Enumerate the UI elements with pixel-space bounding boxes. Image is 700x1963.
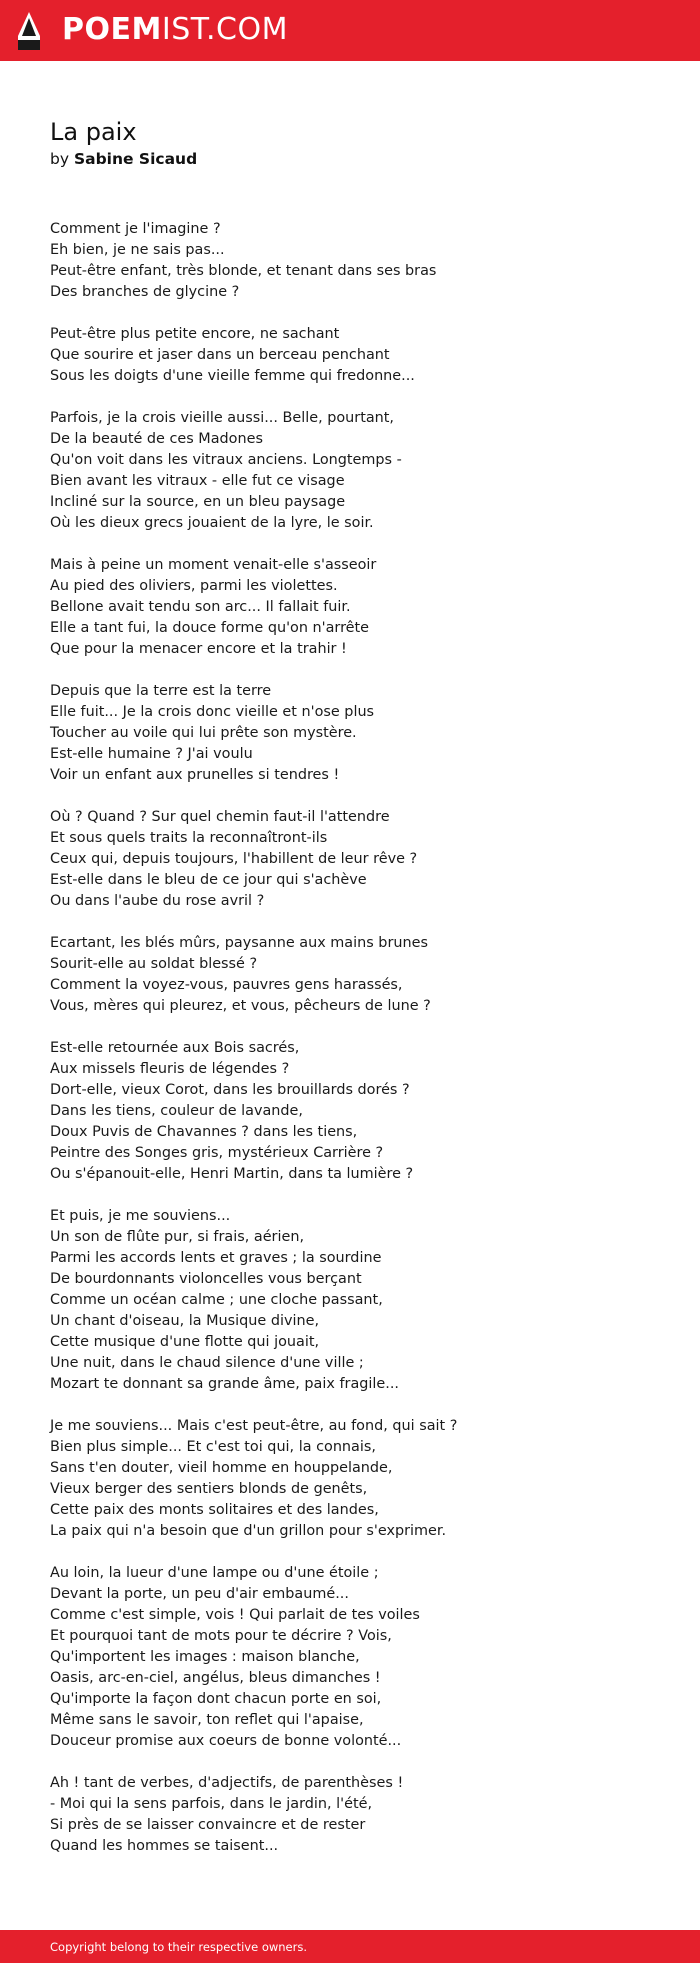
poem-line: Ou s'épanouit-elle, Henri Martin, dans ta lumière ? (50, 1166, 414, 1182)
poem-line: Comment je l'imagine ? (50, 221, 221, 237)
site-footer (0, 1930, 700, 1963)
stanza (50, 408, 670, 534)
stanza (50, 1563, 670, 1752)
poem-line: Sous les doigts d'une vieille femme qui fredonne... (50, 368, 415, 384)
stanza (50, 933, 670, 1017)
poem-line: Au loin, la lueur d'une lampe ou d'une étoile ; (50, 1565, 379, 1581)
poem-line: Bellone avait tendu son arc... Il fallait fuir. (50, 599, 351, 615)
poem-line: Parmi les accords lents et graves ; la sourdine (50, 1250, 382, 1266)
poem-line: Que pour la menacer encore et la trahir ! (50, 641, 347, 657)
poem-line: Parfois, je la crois vieille aussi... Belle, pourtant, (50, 410, 395, 426)
poem-line: Ecartant, les blés mûrs, paysanne aux mains brunes (50, 935, 428, 951)
poem-line: Qu'importe la façon dont chacun porte en soi, (50, 1691, 382, 1707)
poem-line: Est-elle retournée aux Bois sacrés, (50, 1040, 300, 1056)
site-header (0, 0, 700, 61)
poem-line: Incliné sur la source, en un bleu paysage (50, 494, 346, 510)
logo-bold-text: POEM (62, 12, 162, 47)
poem-line: De bourdonnants violoncelles vous berçant (50, 1271, 362, 1287)
stanza (50, 681, 670, 786)
poem-line: Comme un océan calme ; une cloche passant, (50, 1292, 383, 1308)
poem-line: Cette musique d'une flotte qui jouait, (50, 1334, 320, 1350)
poem-line: Ceux qui, depuis toujours, l'habillent de leur rêve ? (50, 851, 418, 867)
poem-line: Ah ! tant de verbes, d'adjectifs, de parenthèses ! (50, 1775, 404, 1791)
poem-line: Vieux berger des sentiers blonds de genêts, (50, 1481, 368, 1497)
poem-line: Aux missels fleuris de légendes ? (50, 1061, 290, 1077)
poem-line: Que sourire et jaser dans un berceau penchant (50, 347, 390, 363)
logo-light-text: IST.COM (161, 12, 288, 47)
poem-line: Où les dieux grecs jouaient de la lyre, le soir. (50, 515, 374, 531)
copyright-notice: Copyright belong to their respective owners. (50, 1940, 308, 1954)
poem-line: Est-elle dans le bleu de ce jour qui s'achève (50, 872, 367, 888)
poem-line: Quand les hommes se taisent... (50, 1838, 279, 1854)
poem-body (50, 219, 670, 1878)
stanza (50, 555, 670, 660)
poem-line: Cette paix des monts solitaires et des landes, (50, 1502, 379, 1518)
stanza (50, 807, 670, 912)
poem-line: Elle fuit... Je la crois donc vieille et n'ose plus (50, 704, 375, 720)
poem-line: Une nuit, dans le chaud silence d'une ville ; (50, 1355, 364, 1371)
poem-line: De la beauté de ces Madones (50, 431, 263, 447)
poem-line: La paix qui n'a besoin que d'un grillon pour s'exprimer. (50, 1523, 447, 1539)
stanza (50, 1038, 670, 1185)
poem-line: Eh bien, je ne sais pas... (50, 242, 225, 258)
poem-line: Douceur promise aux coeurs de bonne volonté... (50, 1733, 402, 1749)
poem-line: - Moi qui la sens parfois, dans le jardin, l'été, (50, 1796, 373, 1812)
stanza (50, 1416, 670, 1542)
stanza (50, 219, 670, 303)
poem-line: Devant la porte, un peu d'air embaumé... (50, 1586, 349, 1602)
by-label: by (50, 150, 70, 168)
poem-line: Dort-elle, vieux Corot, dans les brouillards dorés ? (50, 1082, 410, 1098)
poem-line: Elle a tant fui, la douce forme qu'on n'arrête (50, 620, 370, 636)
poem-line: Bien avant les vitraux - elle fut ce visage (50, 473, 345, 489)
poem-line: Et pourquoi tant de mots pour te décrire ? Vois, (50, 1628, 392, 1644)
poem-line: Qu'importent les images : maison blanche, (50, 1649, 360, 1665)
poem-line: Toucher au voile qui lui prête son mystère. (50, 725, 357, 741)
stanza (50, 324, 670, 387)
poem-line: Mozart te donnant sa grande âme, paix fragile... (50, 1376, 399, 1392)
poem-line: Sans t'en douter, vieil homme en houppelande, (50, 1460, 393, 1476)
poem-line: Qu'on voit dans les vitraux anciens. Longtemps - (50, 452, 402, 468)
stanza (50, 1773, 670, 1857)
poem-line: Comment la voyez-vous, pauvres gens harassés, (50, 977, 403, 993)
poem-line: Peut-être enfant, très blonde, et tenant dans ses bras (50, 263, 437, 279)
poem-line: Au pied des oliviers, parmi les violettes. (50, 578, 338, 594)
byline (50, 149, 197, 169)
poem-line: Depuis que la terre est la terre (50, 683, 272, 699)
poem-line: Où ? Quand ? Sur quel chemin faut-il l'attendre (50, 809, 390, 825)
poem-line: Même sans le savoir, ton reflet qui l'apaise, (50, 1712, 364, 1728)
author-name[interactable]: Sabine Sicaud (73, 150, 198, 168)
poem-line: Des branches de glycine ? (50, 284, 240, 300)
poem-line: Doux Puvis de Chavannes ? dans les tiens, (50, 1124, 358, 1140)
poem-line: Comme c'est simple, vois ! Qui parlait de tes voiles (50, 1607, 420, 1623)
poem-line: Bien plus simple... Et c'est toi qui, la connais, (50, 1439, 376, 1455)
poem-line: Vous, mères qui pleurez, et vous, pêcheurs de lune ? (50, 998, 431, 1014)
pen-nib-icon[interactable] (16, 10, 42, 52)
site-logo[interactable] (62, 12, 288, 48)
poem-line: Peintre des Songes gris, mystérieux Carrière ? (50, 1145, 384, 1161)
poem-line: Et puis, je me souviens... (50, 1208, 231, 1224)
poem-line: Est-elle humaine ? J'ai voulu (50, 746, 253, 762)
poem-line: Dans les tiens, couleur de lavande, (50, 1103, 303, 1119)
poem-line: Mais à peine un moment venait-elle s'asseoir (50, 557, 377, 573)
poem-line: Oasis, arc-en-ciel, angélus, bleus dimanches ! (50, 1670, 381, 1686)
stanza (50, 1206, 670, 1395)
poem-line: Peut-être plus petite encore, ne sachant (50, 326, 340, 342)
poem-line: Ou dans l'aube du rose avril ? (50, 893, 265, 909)
poem-line: Je me souviens... Mais c'est peut-être, au fond, qui sait ? (50, 1418, 458, 1434)
poem-line: Sourit-elle au soldat blessé ? (50, 956, 258, 972)
poem-line: Et sous quels traits la reconnaîtront-ils (50, 830, 328, 846)
poem-title: La paix (50, 118, 137, 146)
poem-line: Un chant d'oiseau, la Musique divine, (50, 1313, 320, 1329)
poem-line: Voir un enfant aux prunelles si tendres ! (50, 767, 340, 783)
poem-line: Un son de flûte pur, si frais, aérien, (50, 1229, 305, 1245)
poem-line: Si près de se laisser convaincre et de rester (50, 1817, 366, 1833)
